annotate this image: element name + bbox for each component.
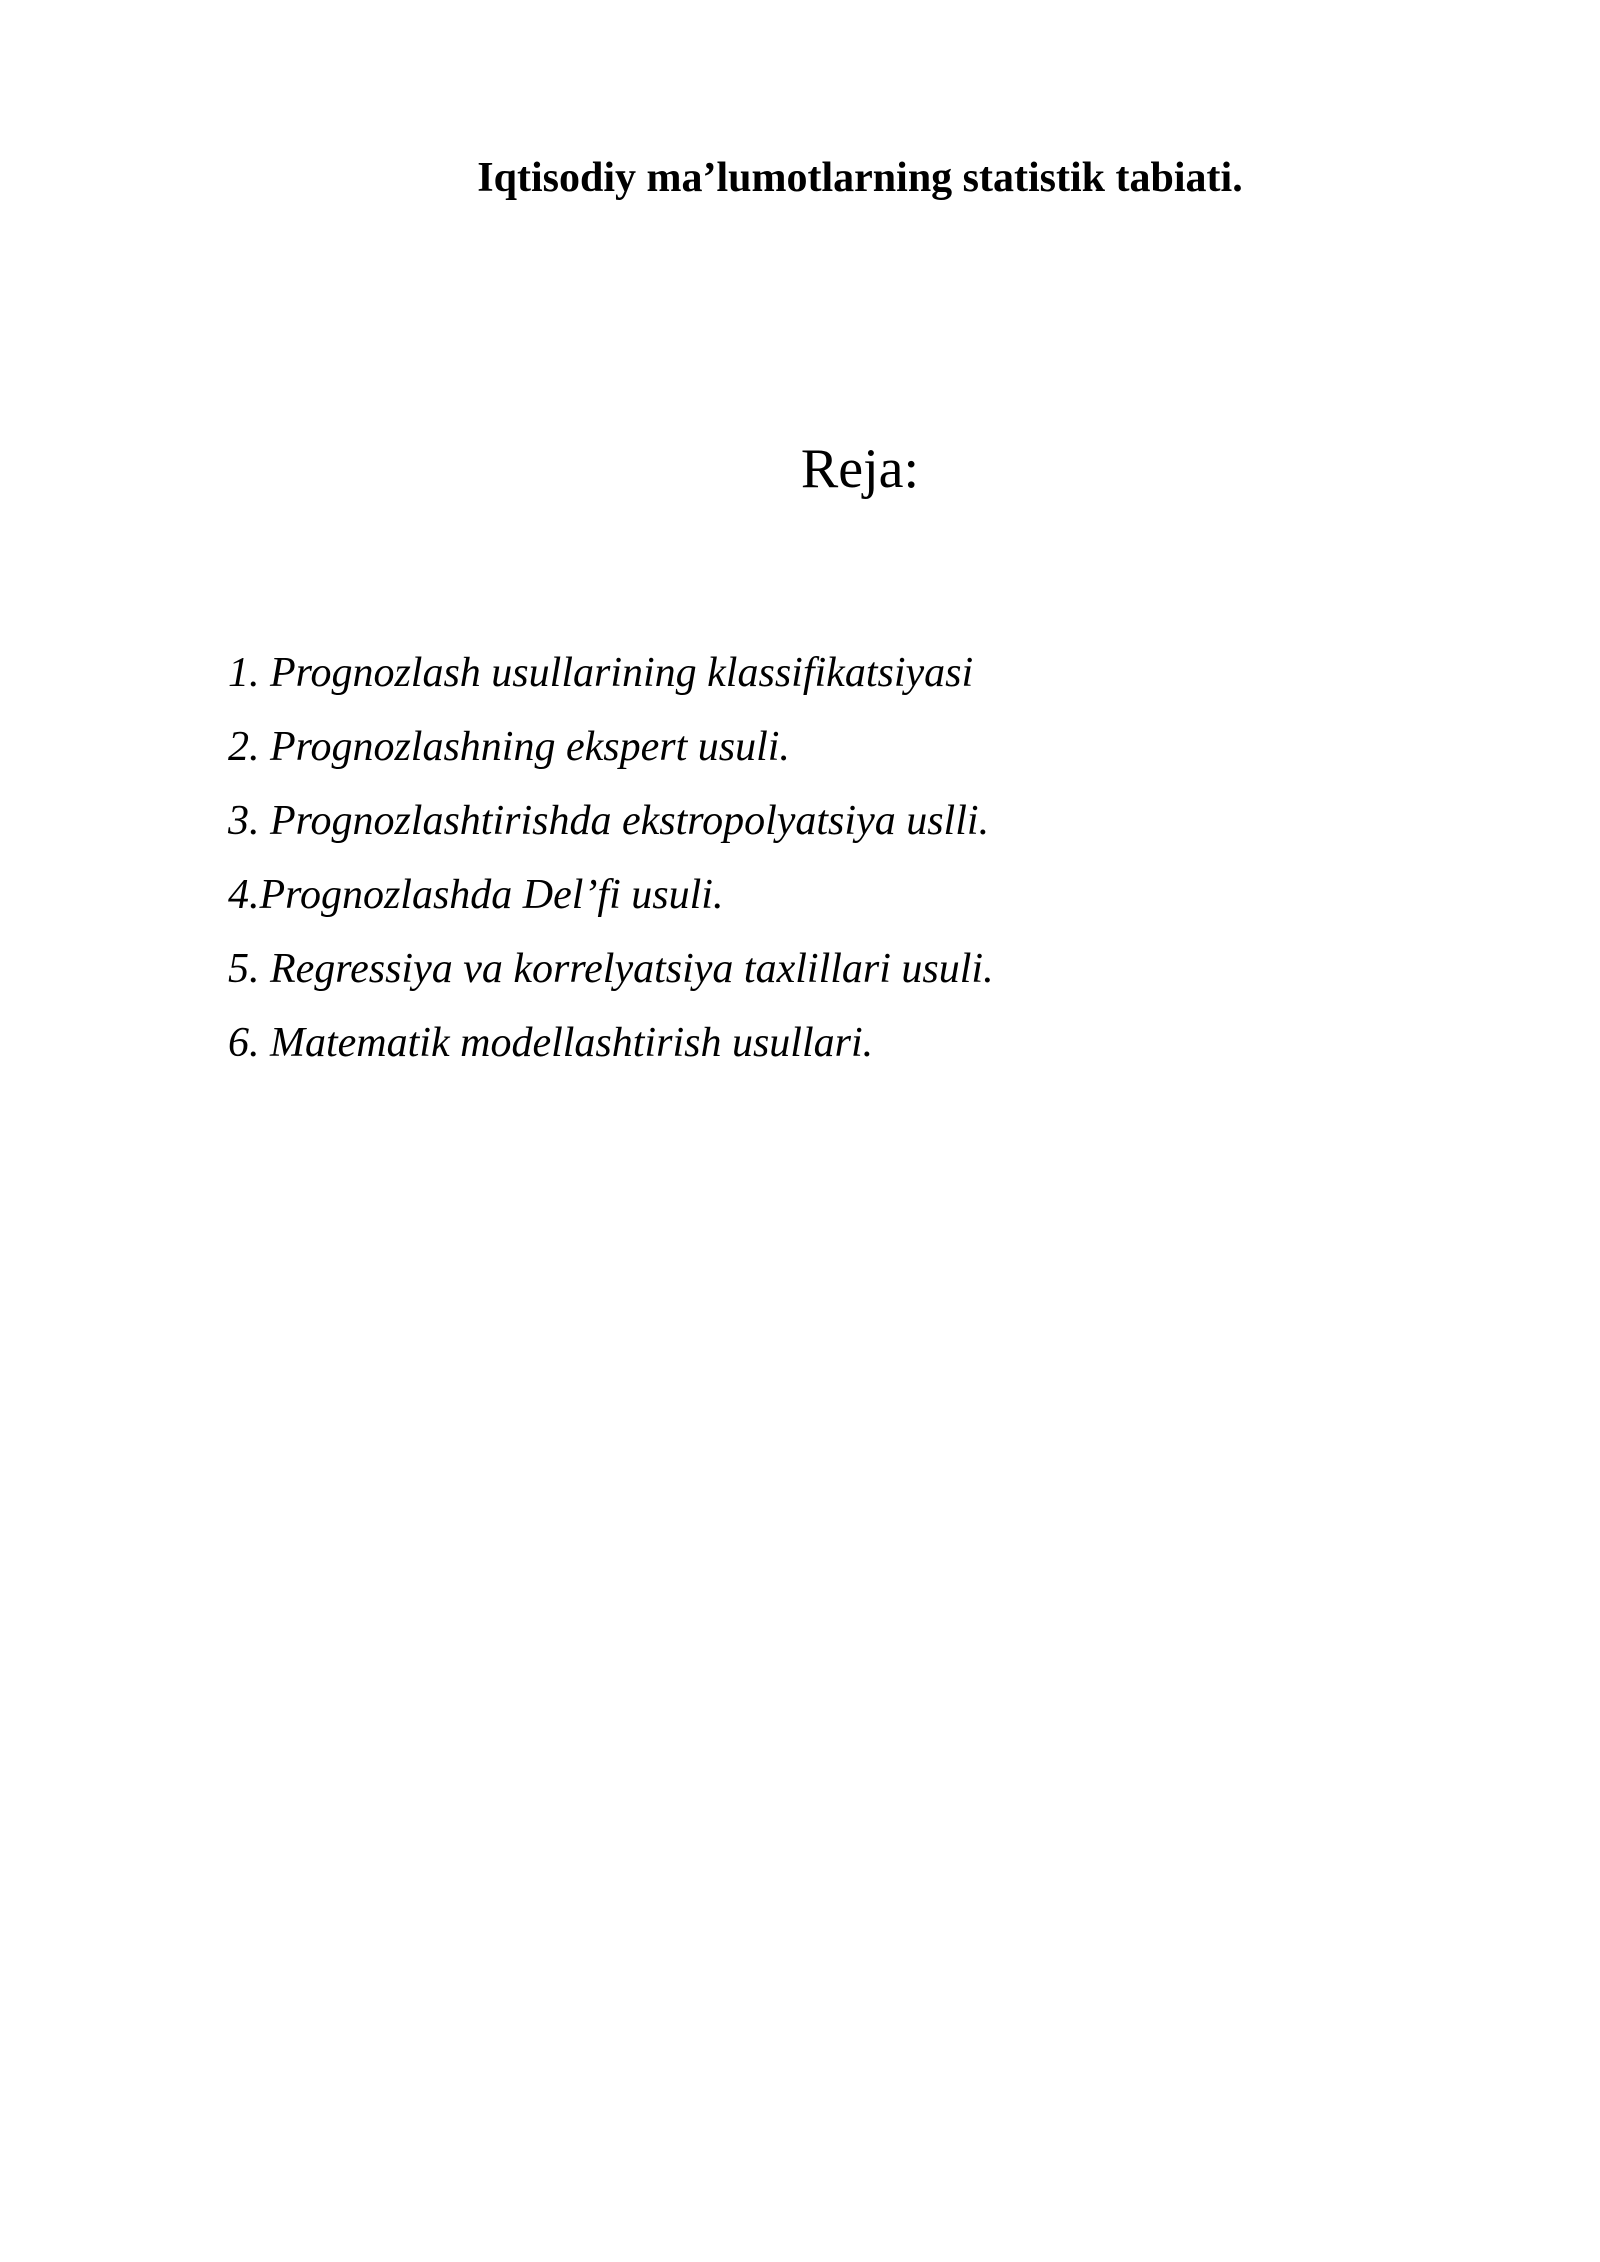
document-title: Iqtisodiy ma’lumotlarning statistik tabiati. [477, 155, 1243, 201]
plan-item: 1. Prognozlash usullarining klassifikatsiyasi [228, 650, 974, 696]
plan-item: 5. Regressiya va korrelyatsiya taxlillari usuli. [228, 946, 994, 992]
plan-item: 3. Prognozlashtirishda ekstropolyatsiya uslli. [228, 798, 990, 844]
plan-item: 4.Prognozlashda Del’fi usuli. [228, 872, 724, 918]
plan-list [228, 636, 994, 1080]
plan-heading: Reja: [800, 438, 920, 500]
plan-item: 2. Prognozlashning ekspert usuli. [228, 724, 790, 770]
plan-item: 6. Matematik modellashtirish usullari. [228, 1020, 874, 1066]
